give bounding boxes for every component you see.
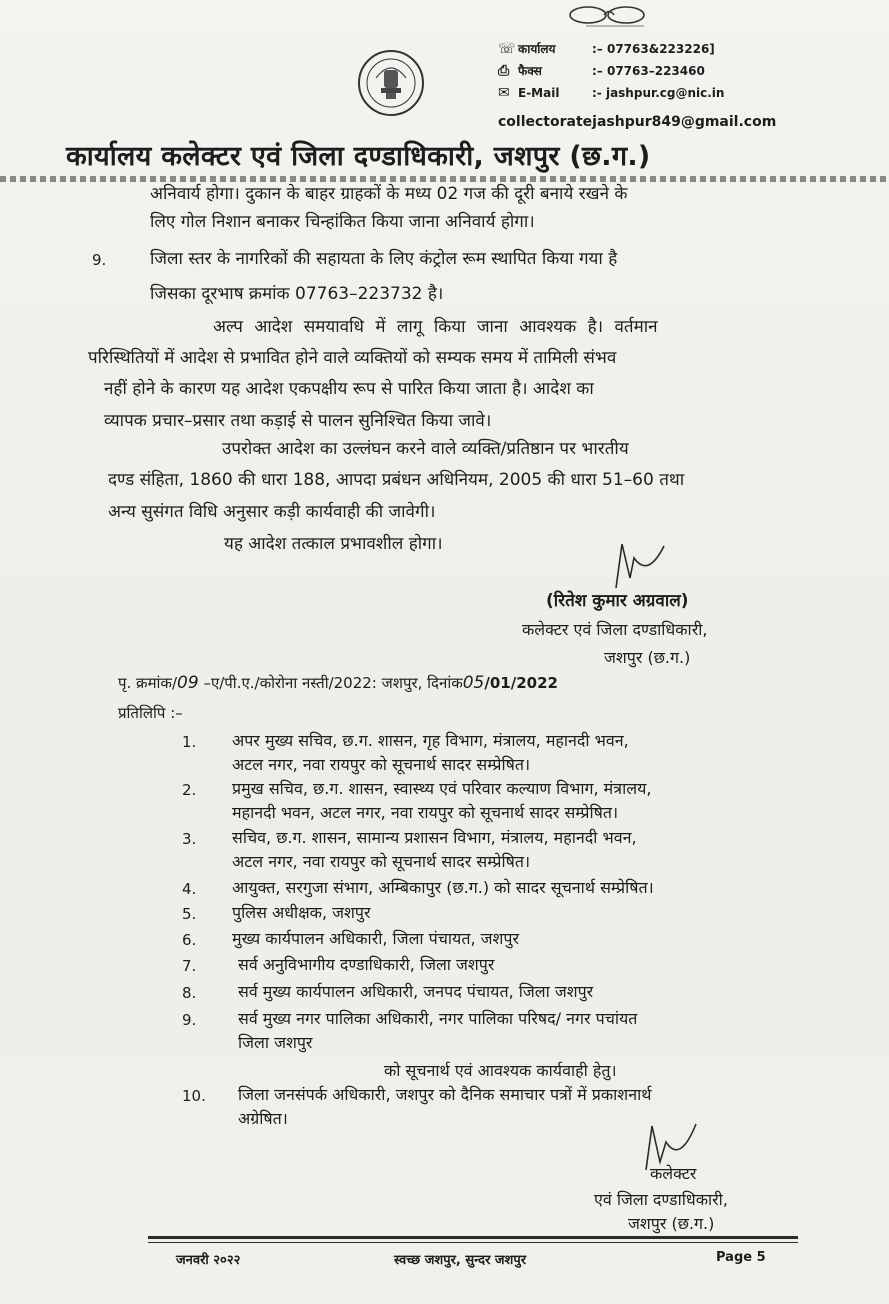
copy-label: प्रतिलिपि :– <box>118 704 183 722</box>
copy-number: 6. <box>182 931 197 949</box>
copy-number: 9. <box>182 1011 197 1029</box>
body-line: जिसका दूरभाष क्रमांक 07763–223732 है। <box>150 284 444 304</box>
campaign-logo-icon <box>566 4 652 28</box>
signatory-designation: कलेक्टर एवं जिला दण्डाधिकारी, <box>522 620 708 639</box>
footer-rule <box>148 1236 798 1239</box>
mail-icon: ✉ <box>498 85 510 101</box>
reference-line <box>118 673 558 693</box>
office-phone: :– 07763&223226] <box>592 42 715 56</box>
body-line: परिस्थितियों में आदेश से प्रभावित होने वाले व्यक्तियों को सम्यक समय में तामिली संभव <box>88 348 617 368</box>
copy-line: प्रमुख सचिव, छ.ग. शासन, स्वास्थ्य एवं परिवार कल्याण विभाग, मंत्रालय, <box>232 779 652 798</box>
copy-line: अटल नगर, नवा रायपुर को सूचनार्थ सादर सम्प्रेषित। <box>232 755 531 774</box>
state-emblem-icon <box>356 48 426 118</box>
reference-prefix: पृ. क्रमांक/ <box>118 674 178 692</box>
signatory-place: जशपुर (छ.ग.) <box>604 648 691 667</box>
email-address: :- jashpur.cg@nic.in <box>592 86 725 100</box>
copy-line: सर्व मुख्य कार्यपालन अधिकारी, जनपद पंचायत, जिला जशपुर <box>238 982 594 1001</box>
copy-line: मुख्य कार्यपालन अधिकारी, जिला पंचायत, जशपुर <box>232 929 519 948</box>
body-line: दण्ड संहिता, 1860 की धारा 188, आपदा प्रबंधन अधिनियम, 2005 की धारा 51–60 तथा <box>108 470 685 490</box>
body-line: जिला स्तर के नागरिकों की सहायता के लिए कंट्रोल रूम स्थापित किया गया है <box>150 249 618 269</box>
body-line: अल्प आदेश समयावधि में लागू किया जाना आवश्यक है। वर्तमान <box>213 317 658 337</box>
footer-slogan: स्वच्छ जशपुर, सुन्दर जशपुर <box>394 1253 527 1268</box>
signatory-name: (रितेश कुमार अग्रवाल) <box>546 591 689 611</box>
footer-month: जनवरी २०२२ <box>176 1253 241 1268</box>
signatory2-designation: कलेक्टर <box>650 1164 697 1183</box>
reference-middle: –ए/पी.ए./कोरोना नस्ती/2022: जशपुर, दिनांक <box>203 674 463 692</box>
office-label: कार्यालय <box>518 42 556 56</box>
copy-line: सर्व मुख्य नगर पालिका अधिकारी, नगर पालिका परिषद/ नगर पचांयत <box>238 1009 638 1028</box>
signatory2-place: जशपुर (छ.ग.) <box>628 1214 715 1233</box>
reference-number: 09 <box>177 673 199 693</box>
copy-line: अटल नगर, नवा रायपुर को सूचनार्थ सादर सम्प्रेषित। <box>232 852 531 871</box>
body-line: उपरोक्त आदेश का उल्लंघन करने वाले व्यक्ति/प्रतिष्ठान पर भारतीय <box>222 439 629 459</box>
copy-line: अपर मुख्य सचिव, छ.ग. शासन, गृह विभाग, मंत्रालय, महानदी भवन, <box>232 731 629 750</box>
secondary-email: collectoratejashpur849@gmail.com <box>498 114 777 130</box>
copy-line: को सूचनार्थ एवं आवश्यक कार्यवाही हेतु। <box>384 1061 617 1080</box>
copy-number: 7. <box>182 957 197 975</box>
item-number: 9. <box>92 251 107 269</box>
copy-number: 4. <box>182 880 197 898</box>
copy-number: 10. <box>182 1087 206 1105</box>
body-line: नहीं होने के कारण यह आदेश एकपक्षीय रूप से पारित किया जाता है। आदेश का <box>104 379 594 399</box>
body-line: लिए गोल निशान बनाकर चिन्हांकित किया जाना अनिवार्य होगा। <box>150 212 535 232</box>
copy-number: 5. <box>182 905 197 923</box>
copy-line: पुलिस अधीक्षक, जशपुर <box>232 903 371 922</box>
fax-label: फैक्स <box>518 64 542 78</box>
copy-line: अग्रेषित। <box>238 1109 288 1128</box>
body-line: यह आदेश तत्काल प्रभावशील होगा। <box>224 534 443 554</box>
copy-number: 3. <box>182 830 197 848</box>
copy-number: 1. <box>182 733 197 751</box>
copy-number: 8. <box>182 984 197 1002</box>
fax-icon: ⎙ <box>498 63 510 79</box>
copy-line: सर्व अनुविभागीय दण्डाधिकारी, जिला जशपुर <box>238 955 495 974</box>
signatory2-designation-line2: एवं जिला दण्डाधिकारी, <box>594 1190 728 1209</box>
copy-number: 2. <box>182 781 197 799</box>
contact-block <box>498 38 724 104</box>
phone-icon: ☏ <box>498 41 516 57</box>
copy-line: जिला जनसंपर्क अधिकारी, जशपुर को दैनिक समाचार पत्रों में प्रकाशनार्थ <box>238 1085 652 1104</box>
body-line: व्यापक प्रचार–प्रसार तथा कड़ाई से पालन सुनिश्चित किया जावे। <box>104 411 492 431</box>
reference-day: 05 <box>462 673 485 693</box>
reference-date: /01/2022 <box>484 674 558 692</box>
fax-number: :– 07763–223460 <box>592 64 705 78</box>
office-title: कार्यालय कलेक्टर एवं जिला दण्डाधिकारी, जशपुर (छ.ग.) <box>66 141 651 172</box>
email-label: E-Mail <box>518 86 560 100</box>
copy-line: आयुक्त, सरगुजा संभाग, अम्बिकापुर (छ.ग.) को सादर सूचनार्थ सम्प्रेषित। <box>232 878 654 897</box>
body-line: अनिवार्य होगा। दुकान के बाहर ग्राहकों के मध्य 02 गज की दूरी बनाये रखने के <box>150 184 628 204</box>
copy-line: सचिव, छ.ग. शासन, सामान्य प्रशासन विभाग, मंत्रालय, महानदी भवन, <box>232 828 637 847</box>
copy-line: जिला जशपुर <box>238 1033 313 1052</box>
body-line: अन्य सुसंगत विधि अनुसार कड़ी कार्यवाही की जावेगी। <box>108 502 436 522</box>
footer-rule <box>148 1242 798 1243</box>
copy-line: महानदी भवन, अटल नगर, नवा रायपुर को सूचनार्थ सादर सम्प्रेषित। <box>232 803 619 822</box>
footer-page-number: Page 5 <box>716 1250 766 1265</box>
